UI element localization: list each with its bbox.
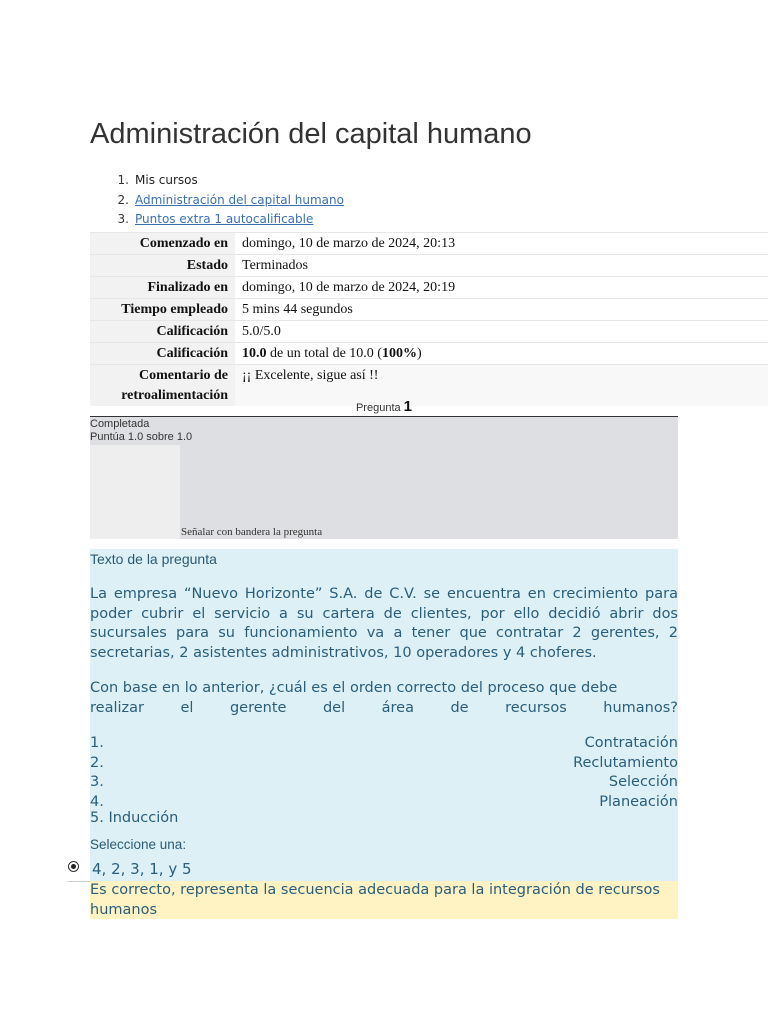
attempt-summary-table (90, 232, 768, 406)
summary-row-grade (90, 343, 768, 365)
summary-row-finished (90, 277, 768, 299)
breadcrumb-link-course[interactable]: Administración del capital humano (135, 192, 344, 207)
breadcrumb-number: 2. (117, 192, 129, 207)
list-item (90, 754, 678, 774)
list-item-label: Contratación (584, 735, 678, 751)
summary-value: Terminados (235, 255, 768, 277)
breadcrumb-item-course[interactable] (117, 191, 344, 211)
info-side-panel (90, 445, 180, 539)
question-paragraph-2-line2: realizar el gerente del área de recursos humanos? (90, 699, 678, 716)
summary-label: Estado (90, 255, 235, 277)
question-paragraph-2-line1: Con base en lo anterior, ¿cuál es el orden correcto del proceso que debe (90, 680, 618, 696)
summary-value (235, 343, 768, 365)
summary-label-line2: retroalimentación (121, 388, 228, 403)
list-item-number: 2. (90, 754, 104, 771)
breadcrumb-item-mis-cursos[interactable] (117, 171, 344, 191)
answer-radio[interactable] (68, 861, 79, 872)
summary-label: Tiempo empleado (90, 299, 235, 321)
list-item-number: 1. (90, 735, 104, 751)
question-content (90, 549, 678, 882)
list-item-label: Planeación (599, 793, 678, 810)
list-item-number: 3. (90, 774, 104, 790)
summary-label: Finalizado en (90, 277, 235, 299)
select-one-label: Seleccione una: (90, 837, 187, 852)
question-header-prefix: Pregunta (355, 402, 404, 414)
question-status: Completada (90, 418, 150, 430)
summary-label: Calificación (90, 321, 235, 343)
summary-value: domingo, 10 de marzo de 2024, 20:13 (235, 233, 768, 255)
question-number: 1 (403, 398, 413, 415)
flag-question-link[interactable]: Señalar con bandera la pregunta (181, 526, 323, 538)
grade-percent: 100% (381, 346, 417, 361)
breadcrumb-link-quiz[interactable]: Puntos extra 1 autocalificable (135, 212, 314, 226)
list-item (90, 773, 678, 793)
summary-label-line1: Comentario de (138, 368, 228, 383)
summary-row-state (90, 255, 768, 277)
breadcrumb-number: 1. (117, 173, 129, 187)
summary-value: ¡¡ Excelente, sigue así !! (235, 365, 768, 407)
summary-label: Comenzado en (90, 233, 235, 255)
summary-row-marks (90, 321, 768, 343)
breadcrumb (117, 171, 344, 230)
list-item-label: Selección (608, 774, 678, 790)
grade-score: 10.0 (242, 346, 267, 361)
summary-row-time (90, 299, 768, 321)
list-item (90, 734, 678, 754)
summary-label: Calificación (90, 343, 235, 365)
breadcrumb-number: 3. (117, 212, 129, 226)
list-item-text: 5. Inducción (90, 810, 179, 826)
radio-selected-dot-icon (71, 864, 76, 869)
summary-value: 5.0/5.0 (235, 321, 768, 343)
question-paragraph-2 (90, 679, 678, 718)
answer-label[interactable]: 4, 2, 3, 1, y 5 (92, 860, 192, 878)
list-item-number: 4. (90, 793, 104, 810)
question-paragraph-1: La empresa “Nuevo Horizonte” S.A. de C.V. se encuentra en crecimiento para poder cubrir el servicio a su cartera de clientes, por ello decidió abrir dos sucursales para su funcionamiento va a tener que contratar 2 gerentes, 2 secretarias, 2 asistentes administrativos, 10 operadores y 4 choferes. (90, 586, 678, 661)
breadcrumb-label[interactable]: Mis cursos (135, 173, 198, 187)
page-title: Administración del capital humano (90, 118, 532, 150)
answer-feedback: Es correcto, representa la secuencia adecuada para la integración de recursos humanos (90, 881, 678, 919)
question-header (90, 398, 678, 417)
list-item-label: Reclutamiento (573, 754, 678, 771)
summary-row-started (90, 233, 768, 255)
grade-close: ) (416, 346, 422, 361)
summary-value: 5 mins 44 segundos (235, 299, 768, 321)
summary-value: domingo, 10 de marzo de 2024, 20:19 (235, 277, 768, 299)
question-text-label: Texto de la pregunta (90, 551, 217, 567)
breadcrumb-item-quiz[interactable] (117, 210, 344, 230)
question-info-box (90, 417, 678, 539)
grade-middle: de un total de 10.0 ( (266, 346, 382, 361)
question-grade: Puntúa 1.0 sobre 1.0 (90, 431, 193, 443)
list-item (90, 809, 678, 829)
